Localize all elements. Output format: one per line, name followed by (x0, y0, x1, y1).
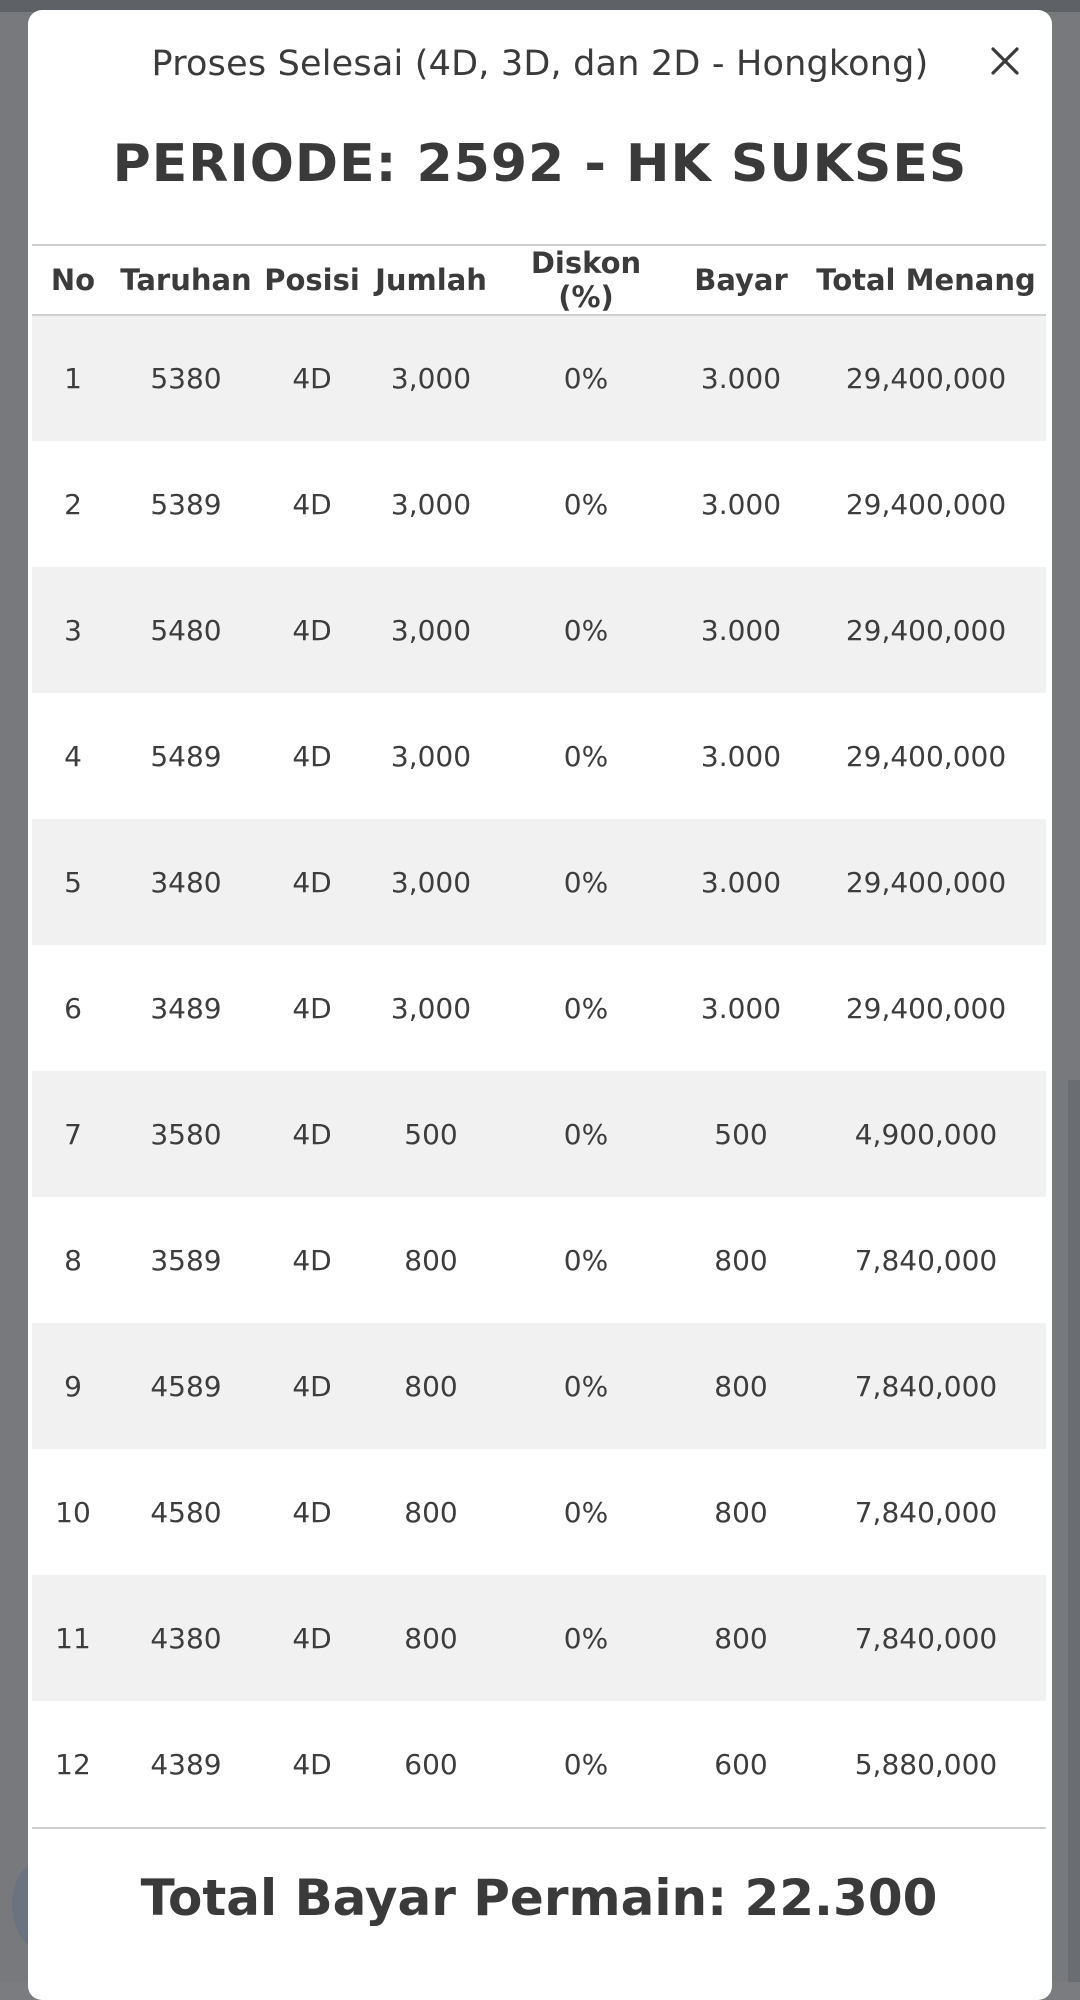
cell-taruhan: 4380 (150, 1621, 222, 1655)
table-row (32, 945, 1046, 1071)
cell-total-menang: 7,840,000 (854, 1369, 998, 1403)
cell-posisi: 4D (292, 1495, 332, 1529)
cell-no: 3 (64, 613, 82, 647)
cell-posisi: 4D (292, 1747, 332, 1781)
cell-no: 2 (64, 487, 82, 521)
cell-jumlah: 3,000 (390, 362, 472, 395)
cell-jumlah: 800 (404, 1621, 458, 1655)
result-modal (28, 10, 1052, 2000)
results-table-container[interactable] (32, 244, 1046, 1827)
cell-total-menang: 5,880,000 (854, 1747, 998, 1781)
modal-header (28, 10, 1052, 245)
cell-bayar: 3.000 (700, 865, 782, 899)
close-button[interactable] (982, 38, 1028, 84)
cell-no: 12 (55, 1747, 91, 1781)
table-header-row (32, 245, 1046, 315)
header-total-menang: Total Menang (816, 263, 1036, 297)
cell-taruhan: 4389 (150, 1747, 222, 1781)
table-row (32, 441, 1046, 567)
cell-diskon: 0% (563, 362, 609, 395)
header-posisi: Posisi (264, 263, 360, 297)
cell-taruhan: 4580 (150, 1495, 222, 1529)
cell-total-menang: 29,400,000 (845, 865, 1007, 899)
cell-total-menang: 29,400,000 (845, 487, 1007, 521)
cell-no: 6 (64, 991, 82, 1025)
cell-taruhan: 5389 (150, 487, 222, 521)
close-icon (989, 45, 1021, 77)
table-row (32, 1701, 1046, 1827)
cell-taruhan: 3589 (150, 1243, 222, 1277)
cell-diskon: 0% (563, 1621, 609, 1655)
cell-total-menang: 4,900,000 (854, 1117, 998, 1151)
results-table (32, 244, 1046, 1827)
cell-bayar: 800 (714, 1369, 768, 1403)
cell-jumlah: 3,000 (390, 613, 472, 647)
cell-jumlah: 600 (404, 1747, 458, 1781)
table-row (32, 693, 1046, 819)
cell-taruhan: 3480 (150, 865, 222, 899)
cell-diskon: 0% (563, 1243, 609, 1277)
cell-bayar: 600 (714, 1747, 768, 1781)
cell-diskon: 0% (563, 739, 609, 773)
cell-bayar: 3.000 (700, 613, 782, 647)
cell-jumlah: 3,000 (390, 739, 472, 773)
cell-bayar: 3.000 (700, 362, 782, 395)
cell-total-menang: 7,840,000 (854, 1495, 998, 1529)
cell-taruhan: 4589 (150, 1369, 222, 1403)
cell-taruhan: 3489 (150, 991, 222, 1025)
cell-posisi: 4D (292, 1621, 332, 1655)
cell-diskon: 0% (563, 487, 609, 521)
cell-no: 8 (64, 1243, 82, 1277)
table-row (32, 819, 1046, 945)
cell-total-menang: 7,840,000 (854, 1243, 998, 1277)
cell-bayar: 800 (714, 1243, 768, 1277)
cell-total-menang: 29,400,000 (845, 739, 1007, 773)
table-row (32, 1197, 1046, 1323)
cell-posisi: 4D (292, 1369, 332, 1403)
cell-bayar: 500 (714, 1117, 768, 1151)
total-bayar-label: Total Bayar Permain: 22.300 (140, 1869, 938, 1927)
cell-jumlah: 3,000 (390, 487, 472, 521)
cell-posisi: 4D (292, 1243, 332, 1277)
cell-bayar: 3.000 (700, 739, 782, 773)
cell-posisi: 4D (292, 1117, 332, 1151)
cell-bayar: 3.000 (700, 991, 782, 1025)
periode-heading: PERIODE: 2592 - HK SUKSES (112, 134, 968, 194)
cell-posisi: 4D (292, 865, 332, 899)
cell-total-menang: 29,400,000 (845, 362, 1007, 395)
modal-title: Proses Selesai (4D, 3D, dan 2D - Hongkong) (151, 44, 929, 84)
cell-taruhan: 5480 (150, 613, 222, 647)
cell-no: 10 (55, 1495, 91, 1529)
table-row (32, 1449, 1046, 1575)
cell-posisi: 4D (292, 487, 332, 521)
cell-posisi: 4D (292, 991, 332, 1025)
cell-jumlah: 3,000 (390, 991, 472, 1025)
header-no: No (50, 263, 96, 297)
cell-diskon: 0% (563, 1495, 609, 1529)
cell-no: 5 (64, 865, 82, 899)
cell-diskon: 0% (563, 1369, 609, 1403)
cell-taruhan: 3580 (150, 1117, 222, 1151)
header-jumlah: Jumlah (375, 263, 487, 297)
header-bayar: Bayar (694, 263, 788, 297)
cell-taruhan: 5489 (150, 739, 222, 773)
cell-posisi: 4D (292, 362, 332, 395)
cell-total-menang: 29,400,000 (845, 991, 1007, 1025)
cell-bayar: 800 (714, 1495, 768, 1529)
table-row (32, 1323, 1046, 1449)
cell-taruhan: 5380 (150, 362, 222, 395)
table-row (32, 1575, 1046, 1701)
modal-footer (32, 1827, 1046, 1987)
cell-bayar: 3.000 (700, 487, 782, 521)
cell-no: 1 (64, 362, 82, 395)
cell-diskon: 0% (563, 991, 609, 1025)
header-diskon: Diskon (%) (530, 246, 642, 314)
cell-diskon: 0% (563, 1117, 609, 1151)
cell-no: 11 (55, 1621, 91, 1655)
cell-no: 4 (64, 739, 82, 773)
cell-jumlah: 800 (404, 1369, 458, 1403)
cell-diskon: 0% (563, 865, 609, 899)
table-row (32, 1071, 1046, 1197)
cell-posisi: 4D (292, 739, 332, 773)
cell-bayar: 800 (714, 1621, 768, 1655)
cell-posisi: 4D (292, 613, 332, 647)
cell-diskon: 0% (563, 1747, 609, 1781)
table-row (32, 315, 1046, 441)
cell-diskon: 0% (563, 613, 609, 647)
cell-total-menang: 7,840,000 (854, 1621, 998, 1655)
cell-jumlah: 800 (404, 1495, 458, 1529)
cell-jumlah: 500 (404, 1117, 458, 1151)
background-scrollbar (1068, 1080, 1080, 1982)
cell-jumlah: 800 (404, 1243, 458, 1277)
cell-total-menang: 29,400,000 (845, 613, 1007, 647)
table-row (32, 567, 1046, 693)
cell-jumlah: 3,000 (390, 865, 472, 899)
cell-no: 7 (64, 1117, 82, 1151)
header-taruhan: Taruhan (120, 263, 252, 297)
cell-no: 9 (64, 1369, 82, 1403)
